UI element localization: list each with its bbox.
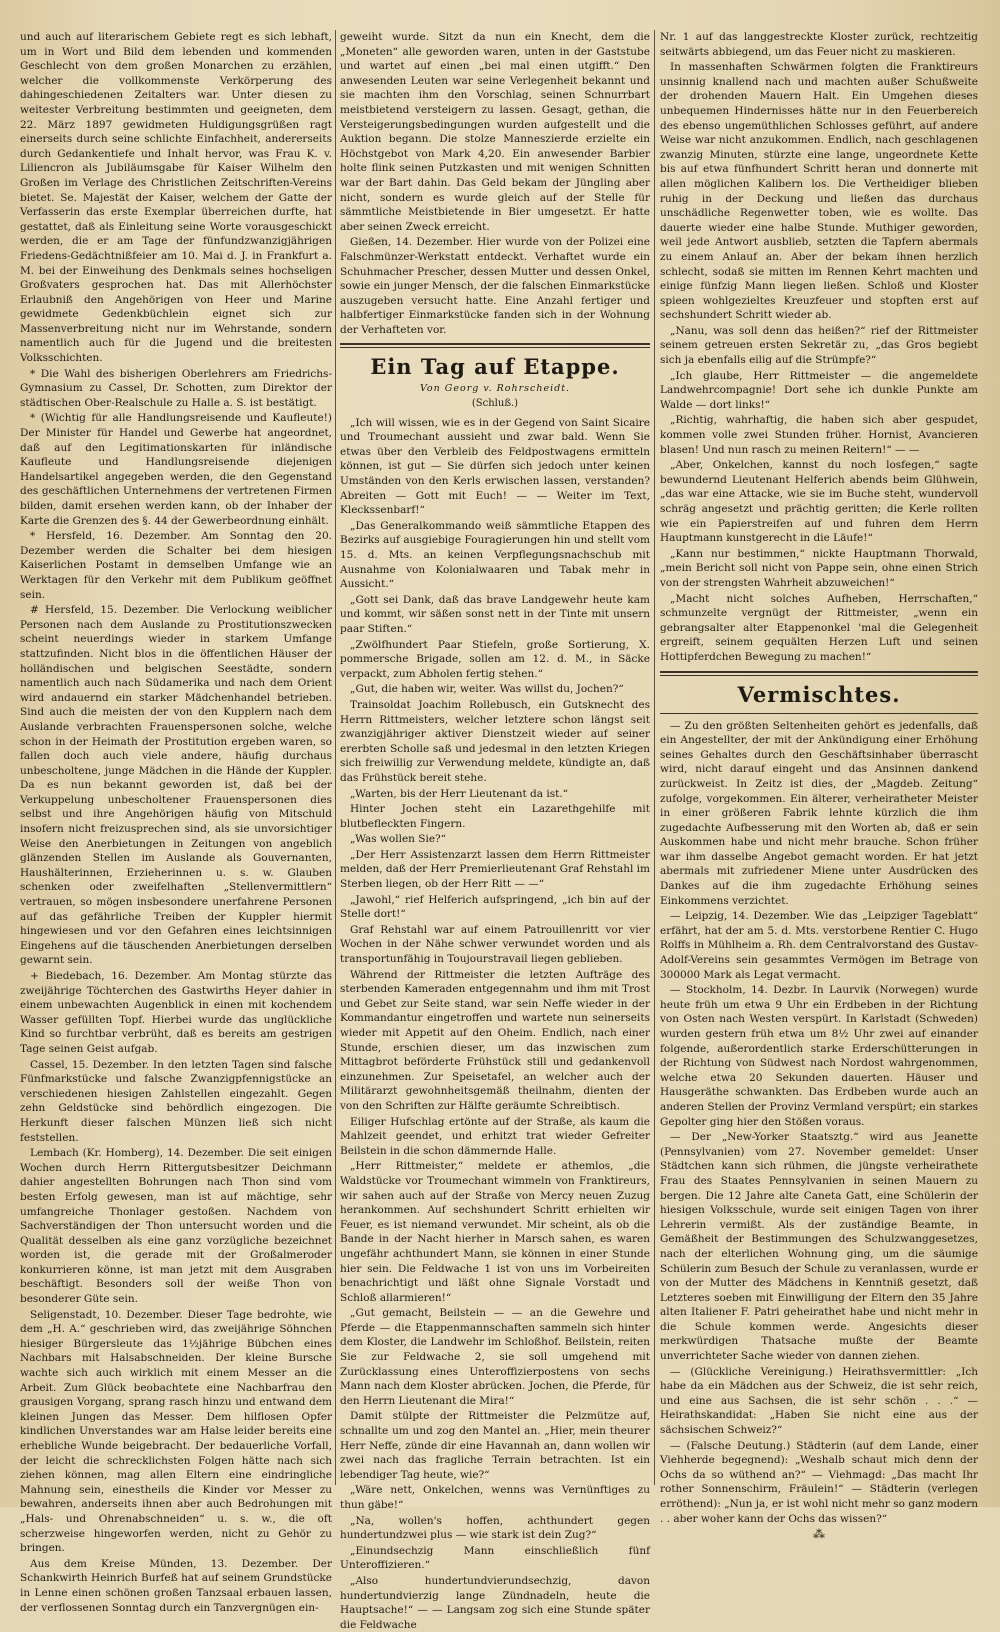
story-paragraph: „Gott sei Dank, daß das brave Landgewehr heute kam und kommt, wir säßen sonst nett in der Tinte mit unsern paar Stiften.“ [340, 593, 650, 635]
news-item-hersfeld-16: * Hersfeld, 16. Dezember. Am Sonntag den 20. Dezember werden die Schalter bei dem hiesigen Kaiserlichen Postamt in demselben Umfange wie an Werktagen für den Verkehr mit dem Publikum geöffnet sein. [20, 530, 332, 601]
story-title: Ein Tag auf Etappe. [370, 354, 620, 380]
story-paragraph: „Gut gemacht, Beilstein — — an die Gewehre und Pferde — die Etappenmannschaften sammeln sich hinter dem Kloster, die Landwehr im Schloßhof. Beilstein, reiten Sie zur Feldwache 2, sie soll umgehend mit Zurücklassung eines Unteroffizierpostens von sechs Mann nach dem Kloster abrücken. Jochen, die Pferde, für den Herrn Lieutenant die Mira!“ [340, 1307, 650, 1407]
news-item-seligenstadt: Seligenstadt, 10. Dezember. Dieser Tage bedrohte, wie dem „H. A.“ geschrieben wird, das zweijährige Söhnchen hiesiger Bürgersleute das 1½jährige Bübchen eines Nachbars mit Halsabschneiden. Der kleine Bursche wachte sich auch wirklich mit einem Messer an die Arbeit. Zum Glück beobachtete eine Nachbarfrau den grausigen Vorgang, sprang rasch hinzu und entwand dem kleinen Jungen das Messer. Dem hilflosen Opfer kindlichen Unverstandes war am Halse leider bereits eine erhebliche Wunde beigebracht. Der bedauerliche Vorfall, der leicht die schrecklichsten Folgen hätte nach sich ziehen können, mag allen Eltern eine eindringliche Mahnung sein, einestheils die Kinder vor Messer zu bewahren, anderseits ihnen aber auch Bedrohungen mit „Hals- und Ohrenabschneiden“ u. s. w., die oft scherzweise hingeworfen werden, nicht zu Gehör zu bringen. [20, 1308, 332, 1555]
story-paragraph: Hinter Jochen steht ein Lazarethgehilfe mit blutbefleckten Fingern. [340, 803, 650, 830]
story-paragraph: „Na, wollen's hoffen, achthundert gegen hundertundzwei plus — wie stark ist dein Zug?“ [340, 1514, 650, 1542]
story-paragraph: „Ich glaube, Herr Rittmeister — die angemeldete Landwehrcompagnie! Dort sehe ich dunkle Punkte am Walde — dort links!“ [660, 369, 978, 411]
story-paragraph: Damit stülpte der Rittmeister die Pelzmütze auf, schnallte um und zog den Mantel an. „Hier, mein theurer Herr Neffe, zünde dir eine Havannah an, dann wollen wir zwei nach das fragliche Terrain betrachten. Ist ein lebendiger Tag heute, wie?“ [340, 1410, 650, 1481]
story-paragraph: Eiliger Hufschlag ertönte auf der Straße, als kaum die Mahlzeit geendet, und erhitzt trat wieder Gefreiter Beilstein in die schon dämmernde Halle. [340, 1115, 650, 1157]
story-paragraph: „Macht nicht solches Aufheben, Herrschaften,“ schmunzelte vergnügt der Rittmeister, „wenn ein gebrangsalter alter Etappenonkel 'mal die Gelegenheit ergreift, seinem gequälten Herzen Luft und seinen Hottipferdchen Bewegung zu machen!“ [660, 592, 978, 663]
news-item-hersfeld-15: # Hersfeld, 15. Dezember. Die Verlockung weiblicher Personen nach dem Auslande zu Prostitutionszwecken scheint neuerdings wieder in starkem Umfange stattzufinden. Nicht blos in die öffentlichen Häuser der holländischen und belgischen Seestädte, sondern namentlich auch nach Südamerika und nach dem Orient wird andauernd ein starker Mädchenhandel betrieben. Sind auch die meisten der von den Kupplern nach dem Auslande verbrachten Frauenspersonen solche, welche schon in der Heimath der Prostitution ergeben waren, so fallen doch auch viele andere, häufig durchaus unbescholtene, junge Mädchen in die Hände der Kuppler. Da es nun bekannt geworden ist, daß bei der Verkuppelung unbescholtener Frauenspersonen dies selbst und ihre Angehörigen häufig von Mitschuld insofern nicht freizusprechen sind, als sie unvorsichtiger Weise den Anerbietungen in Zeitungen von angeblich glänzenden Stellen im Auslande als Gouvernanten, Haushälterinnen, Erzieherinnen u. s. w. Glauben schenken oder zweifelhaften „Stellenvermittlern“ vertrauen, so mögen insbesondere unerfahrene Personen auf das gefährliche Treiben der Kuppler hiermit hingewiesen und vor den Gefahren eines leichtsinnigen Eingehens auf die täuschenden Anerbietungen derselben gewarnt sein. [20, 604, 332, 967]
story-byline: Von Georg v. Rohrscheidt. [419, 383, 571, 395]
section-divider [660, 671, 978, 676]
story-paragraph: Trainsoldat Joachim Rollebusch, ein Gutsknecht des Herrn Rittmeisters, welcher letztere schon längst seit zwanzigjähriger aktiver Dienstzeit wieder auf seiner ererbten Scholle saß und jedesmal in den letzten Kriegen sich freiwillig zur Verwendung meldete, kündigte an, daß das Frühstück bereit stehe. [340, 698, 650, 784]
story-paragraph: „Kann nur bestimmen,“ nickte Hauptmann Thorwald, „mein Bericht soll nicht von Pappe sein, ohne einen Strich von der strengsten Wahrheit abzuweichen!“ [660, 547, 978, 589]
story-paragraph: „Also hundertundvierundsechzig, davon hundertundvierzig lange Zündnadeln, heute die Hauptsache!“ — — Langsam zog sich eine Stunde später die Feldwache [340, 1574, 650, 1631]
story-paragraph: Nr. 1 auf das langgestreckte Kloster zurück, rechtzeitig seitwärts abbiegend, um das Feuer nicht zu maskieren. [660, 31, 978, 58]
article-paragraph: und auch auf literarischem Gebiete regt es sich lebhaft, um in Wort und Bild dem lebenden und kommenden Geschlecht von dem großen Monarchen zu erzählen, welcher die vollkommenste Verkörperung des dahingeschiedenen Zeitalters war. Unter diesen zu weitester Verbreitung bestimmten und geeigneten, dem 22. März 1897 gewidmeten Huldigungsgrüßen ragt einerseits durch seine schlichte Einfachheit, andererseits durch Gedankentiefe und Inhalt hervor, was Frau K. v. Liliencron als Jubiläumsgabe für Kaiser Wilhelm den Großen im Verlage des Christlichen Zeitschriften-Vereins bietet. Se. Majestät der Kaiser, welchem der Gatte der Verfasserin das erste Exemplar überreichen durfte, hat gestattet, daß als Einleitung seine Worte vorausgeschickt werden, die er am Tage der fünfundzwanzigjährigen Friedens-Gedächtnißfeier am 10. Mai d. J. in Frankfurt a. M. bei der Einweihung des Denkmals seines hochseligen Großvaters gesprochen hat. Das mit Allerhöchster Erlaubniß den Angehörigen von Heer und Marine gewidmete Gedenkbüchlein eignet sich zur Massenverbreitung nicht nur im Wehrstande, sondern namentlich auch für die Jugend und die breitesten Volksschichten. [20, 31, 332, 365]
story-paragraph: In massenhaften Schwärmen folgten die Franktireurs unsinnig knallend nach und machten außer Schußweite der drohenden Mauern Halt. Ein Umgehen dieses unbequemen Hindernisses hätte nur in den Feuerbereich des ebenso ungemüthlichen Schlosses geführt, auf andere Weise war nicht anzukommen. Endlich, nach geschlagenen zwanzig Minuten, stürzte eine lange, ungeordnete Kette bis auf etwa fünfhundert Schritt heran und donnerte mit allen möglichen Kalibern los. Die Vertheidiger blieben ruhig in der Deckung und ließen das durchaus unschädliche Regenwetter toben, wie es wollte. Das dauerte wieder eine halbe Stunde. Muthiger geworden, weil jede Antwort ausblieb, setzten die Tapfern abermals zu einem Anlauf an. Aber der bekam ihnen herzlich schlecht, sodaß sie mitten im Rennen Kehrt machten und einige fünfzig Mann liegen ließen. Schloß und Kloster spieen wohlgezieltes Kreuzfeuer und stopften erst auf sechshundert Schritt wieder ab. [660, 61, 978, 322]
article-paragraph: geweiht wurde. Sitzt da nun ein Knecht, dem die „Moneten“ alle geworden waren, unten in der Gaststube und wartet auf einen „bei mal einen utgifft.“ Den anwesenden Leuten war seine Verlegenheit bekannt und sie machten ihm den Vorschlag, seinen Schnurrbart meistbietend versteigern zu lassen. Gesagt, gethan, die Versteigerungsbedingungen wurden aufgestellt und die Auktion begann. Die stolze Manneszierde erzielte ein Höchstgebot von Mark 4,20. Ein anwesender Barbier holte flink seinen Putzkasten und mit wenigen Schnitten war der Bart dahin. Das Geld bekam der Jüngling aber nicht, sondern es wurde gleich auf der Stelle für sämmtliche Meistbietende in Bier umgesetzt. Er hatte aber seinen Zweck erreicht. [340, 31, 650, 233]
story-paragraph: Graf Rehstahl war auf einem Patrouillenritt vor vier Wochen in der Nähe schwer verwundet worden und als transportunfähig in Toujourstravail liegen geblieben. [340, 923, 650, 966]
misc-item: — Zu den größten Seltenheiten gehört es jedenfalls, daß ein Angestellter, der mit der Ankündigung einer Erhöhung seines Gehaltes durch den Geschäftsinhaber überrascht wird, nicht darauf eingeht und das Ansinnen dankend zurückweist. In Zeitz ist dies, der „Magdeb. Zeitung“ zufolge, vorgekommen. Ein älterer, verheiratheter Meister in einer größeren Fabrik lehnte kürzlich die ihm zugedachte Aufbesserung mit den Worten ab, daß er sein Auskommen habe und nicht mehr brauche. Schon früher war ihm dasselbe Angebot gemacht worden. Er hat jetzt abermals mit zufriedener Miene unter Ausdrücken des Dankes auf die ihm zugedachte Erhöhung seines Einkommens verzichtet. [660, 719, 978, 907]
misc-item-stockholm: — Stockholm, 14. Dezbr. In Laurvik (Norwegen) wurde heute früh um etwa 9 Uhr ein Erdbeben in der Richtung von Osten nach Westen verspürt. In Karlstadt (Schweden) wurden gestern früh etwa um 8½ Uhr zwei auf einander folgende, außerordentlich starke Erderschütterungen in der Richtung von Südwest nach Nordost wahrgenommen, welche etwa 20 Sekunden dauerten. Häuser und Hausgeräthe schwankten. Das Erdbeben wurde auch an anderen Stellen der Provinz Vermland verspürt; ein starkes Gepolter ging hier den Stößen voraus. [660, 984, 978, 1128]
story-paragraph: „Herr Rittmeister,“ meldete er athemlos, „die Waldstücke vor Troumechant wimmeln von Franktireurs, wir sahen auch auf der Straße von Mercy neuen Zuzug herankommen. Auf sechshundert Schritt erhielten wir Feuer, es ist niemand verwundet. Mir scheint, als ob die Bande in der Nacht hierher in Marsch sahen, es waren ungefähr achthundert Mann, sie können in einer Stunde hier sein. Die Feldwache 1 ist von uns im Vorbeireiten benachrichtigt und läßt ohne Signale Vorstadt und Schloß allarmieren!“ [340, 1160, 650, 1304]
misc-item-vereinigung: — (Glückliche Vereinigung.) Heirathsvermittler: „Ich habe da ein Mädchen aus der Schweiz, die ist sehr reich, und eine aus Sachsen, die ist sehr schön . . .“ — Heirathskandidat: „Haben Sie nicht eine aus der sächsischen Schweiz?“ [660, 1365, 978, 1437]
story-paragraph: „Was wollen Sie?“ [350, 833, 447, 846]
news-item-biedebach: + Biedebach, 16. Dezember. Am Montag stürzte das zweijährige Töchterchen des Gastwirths Heyer dahier in einem unbewachten Augenblick in einen mit kochendem Wasser gefüllten Topf. Hierbei wurde das unglückliche Kind so furchtbar verbrüht, daß es bereits am gestrigen Tage seinen Geist aufgab. [20, 970, 332, 1055]
end-ornament: ⁂ [813, 1527, 825, 1542]
story-paragraph: „Zwölfhundert Paar Stiefeln, große Sortierung, X. pommersche Brigade, sollen am 12. d. M., in Säcke verpackt, zum Abholen fertig stehen.“ [340, 638, 650, 680]
column-2 [340, 30, 651, 1631]
story-paragraph: „Gut, die haben wir, weiter. Was willst du, Jochen?“ [350, 683, 624, 696]
section-title: Vermischtes. [737, 681, 901, 707]
column-rule [654, 30, 655, 1485]
story-paragraph: Während der Rittmeister die letzten Aufträge des sterbenden Kameraden entgegennahm und ihm mit Trost und Gebet zur Seite stand, war sein Neffe wieder in der Kommandantur eingetroffen und wartete nun seinerseits wieder mit Appetit auf den Oheim. Endlich, nach einer Stunde, erschien dieser, um das inzwischen zum Mittagbrot beförderte Frühstück still und gedankenvoll einzunehmen. Zur Speisetafel, an welcher auch der Militärarzt gewohnheitsgemäß theilnahm, dienten der von den Schriften zur Hälfte geräumte Schreibtisch. [340, 968, 650, 1112]
misc-item-jeanette: — Der „New-Yorker Staatsztg.“ wird aus Jeanette (Pennsylvanien) vom 27. November gemeldet: Unser Städtchen kann sich rühmen, die jüngste verheirathete Frau des Staates Pennsylvanien in seinen Mauern zu bergen. Die 12 Jahre alte Caneta Gatt, eine Schülerin der hiesigen Volksschule, wurde seit einigen Tagen von ihrer Lehrerin vermißt. Als der zuständige Beamte, in Gemäßheit der Bestimmungen des Schulzwanggesetzes, nach der elterlichen Wohnung ging, um die säumige Schülerin zum Besuch der Schule zu veranlassen, wurde er von der Mutter des Mädchens in Kenntniß gesetzt, daß Letzteres soeben mit Einwilligung der Eltern den 35 Jahre alten Italiener F. Patri geheirathet habe und nicht mehr in die Schule kommen werde. Angesichts dieser merkwürdigen Thatsache mußte der Beamte unverrichteter Sache wieder von dannen ziehen. [660, 1131, 978, 1363]
news-item-giessen: Gießen, 14. Dezember. Hier wurde von der Polizei eine Falschmünzer-Werkstatt entdeckt. Verhaftet wurde ein Schuhmacher Prescher, dessen Mutter und dessen Onkel, sowie ein junger Mensch, der die falschen Einmarkstücke auszugeben versucht hatte. Eine Anzahl fertiger und halbfertiger Einmarkstücke fanden sich in der Wohnung der Verhafteten vor. [340, 236, 650, 336]
story-subtitle: (Schluß.) [471, 398, 519, 410]
section-divider [340, 343, 650, 348]
column-3 [660, 30, 978, 1542]
news-item-lembach: Lembach (Kr. Homberg), 14. Dezember. Die seit einigen Wochen durch Herrn Rittergutsbesitzer Deichmann dahier angestellten Bohrungen nach Thon sind vom besten Erfolg gewesen, man ist auf mächtige, sehr umfangreiche Thonlager gestoßen. Nachdem von Sachverständigen der Thon untersucht worden und die Qualität desselben als eine ganz vorzügliche bezeichnet worden ist, die gerade mit der Großalmeroder konkurrieren könne, ist man jetzt mit dem Ausgraben beschäftigt. Besonders soll der weiße Thon von besonderer Güte sein. [20, 1147, 332, 1306]
story-paragraph: „Richtig, wahrhaftig, die haben sich aber gespudet, kommen volle zwei Stunden früher. Hornist, Avancieren blasen! Und nun rasch zu meinen Reitern!“ — — [660, 414, 978, 456]
article-paragraph: * Die Wahl des bisherigen Oberlehrers am Friedrichs-Gymnasium zu Cassel, Dr. Schotten, zum Direktor der städtischen Ober-Realschule zu Halle a. S. ist bestätigt. [20, 367, 332, 409]
section-divider [660, 713, 978, 714]
article-paragraph: * (Wichtig für alle Handlungsreisende und Kaufleute!) Der Minister für Handel und Gewerbe hat angeordnet, daß auf den Legitimationskarten für inländische Kaufleute und Handlungsreisende diejenigen Handelsartikel angegeben werden, die den Gegenstand des geschäftlichen Unternehmens der vertretenen Firmen bilden, damit ersehen werden kann, ob der Inhaber der Karte die Grenzen des §. 44 der Gewerbeordnung einhält. [20, 412, 332, 527]
story-paragraph: „Jawohl,“ rief Helferich aufspringend, „ich bin auf der Stelle dort!“ [340, 893, 650, 921]
news-item-muenden: Aus dem Kreise Münden, 13. Dezember. Der Schankwirth Heinrich Burfeß hat auf seinem Grundstücke in Lenne einen schönen großen Tanzsaal erbauen lassen, der verflossenen Sonntag durch ein Tanzvergnügen ein- [20, 1557, 332, 1614]
column-1 [20, 30, 332, 1614]
story-paragraph: „Wäre nett, Onkelchen, wenns was Vernünftiges zu thun gäbe!“ [340, 1484, 650, 1511]
story-paragraph: „Einundsechzig Mann einschließlich fünf Unteroffizieren.“ [340, 1544, 650, 1572]
story-paragraph: „Warten, bis der Herr Lieutenant da ist.“ [350, 787, 569, 800]
misc-item-leipzig: — Leipzig, 14. Dezember. Wie das „Leipziger Tageblatt“ erfährt, hat der am 5. d. Mts. verstorbene Rentier C. Hugo Rolffs in Mühlheim a. Rh. dem Centralvorstand des Gustav-Adolf-Vereins sein gesammtes Vermögen im Betrage von 300000 Mark als Legat vermacht. [660, 910, 978, 981]
story-paragraph: „Das Generalkommando weiß sämmtliche Etappen des Bezirks auf ausgiebige Fouragierungen hin und stellt vom 15. d. Mts. an keinen Verpflegungsnachschub mit Ausnahme von Kolonialwaaren und Tabak mehr in Aussicht.“ [340, 519, 650, 591]
misc-item-deutung: — (Falsche Deutung.) Städterin (auf dem Lande, einer Viehherde begegnend): „Weshalb schaut mich denn der Ochs da so wüthend an?“ — Viehmagd: „Das macht Ihr rother Sonnenschirm, Fräulein!“ — Städterin (verlegen erröthend): „Nun ja, er ist wohl nicht mehr so ganz modern . . aber woher kann der Ochs das wissen?“ [660, 1439, 978, 1525]
column-rule [335, 30, 336, 1485]
story-paragraph: „Nanu, was soll denn das heißen?“ rief der Rittmeister seinem getreuen ersten Sekretär zu, „das Gros begiebt sich ja ebenfalls eilig auf die Strümpfe?“ [660, 324, 978, 367]
story-paragraph: „Der Herr Assistenzarzt lassen dem Herrn Rittmeister melden, daß der Herr Premierlieutenant Graf Rehstahl im Sterben liegen, ob der Herr Ritt — —“ [340, 848, 651, 891]
story-paragraph: „Aber, Onkelchen, kannst du noch losfegen,“ sagte bewundernd Lieutenant Helferich abends beim Glühwein, „das war eine Attacke, wie sie im Buche steht, wundervoll schräg angesetzt und prächtig geritten; die Kerle rollten wie ein Papierstreifen auf und fuhren dem Herrn Hauptmann kunstgerecht in die Läufe!“ [660, 459, 978, 545]
news-item-cassel: Cassel, 15. Dezember. In den letzten Tagen sind falsche Fünfmarkstücke und falsche Zwanzigpfennigstücke an verschiedenen hiesigen Zahlstellen eingezahlt. Gegen zehn Geldstücke sind behördlich eingezogen. Die Herkunft dieser falschen Münzen ließ sich nicht feststellen. [20, 1058, 332, 1144]
story-paragraph: „Ich will wissen, wie es in der Gegend von Saint Sicaire und Troumechant aussieht und zwar bald. Wenn Sie etwas über den Verbleib des Feldpostwagens ermitteln können, ist gut — Sie dürfen sich jedoch unter keinen Umständen von den Kerls erwischen lassen, verstanden? Abreiten — Gott mit Euch! — — Weiter im Text, Kleckssenbarf!“ [340, 416, 650, 517]
